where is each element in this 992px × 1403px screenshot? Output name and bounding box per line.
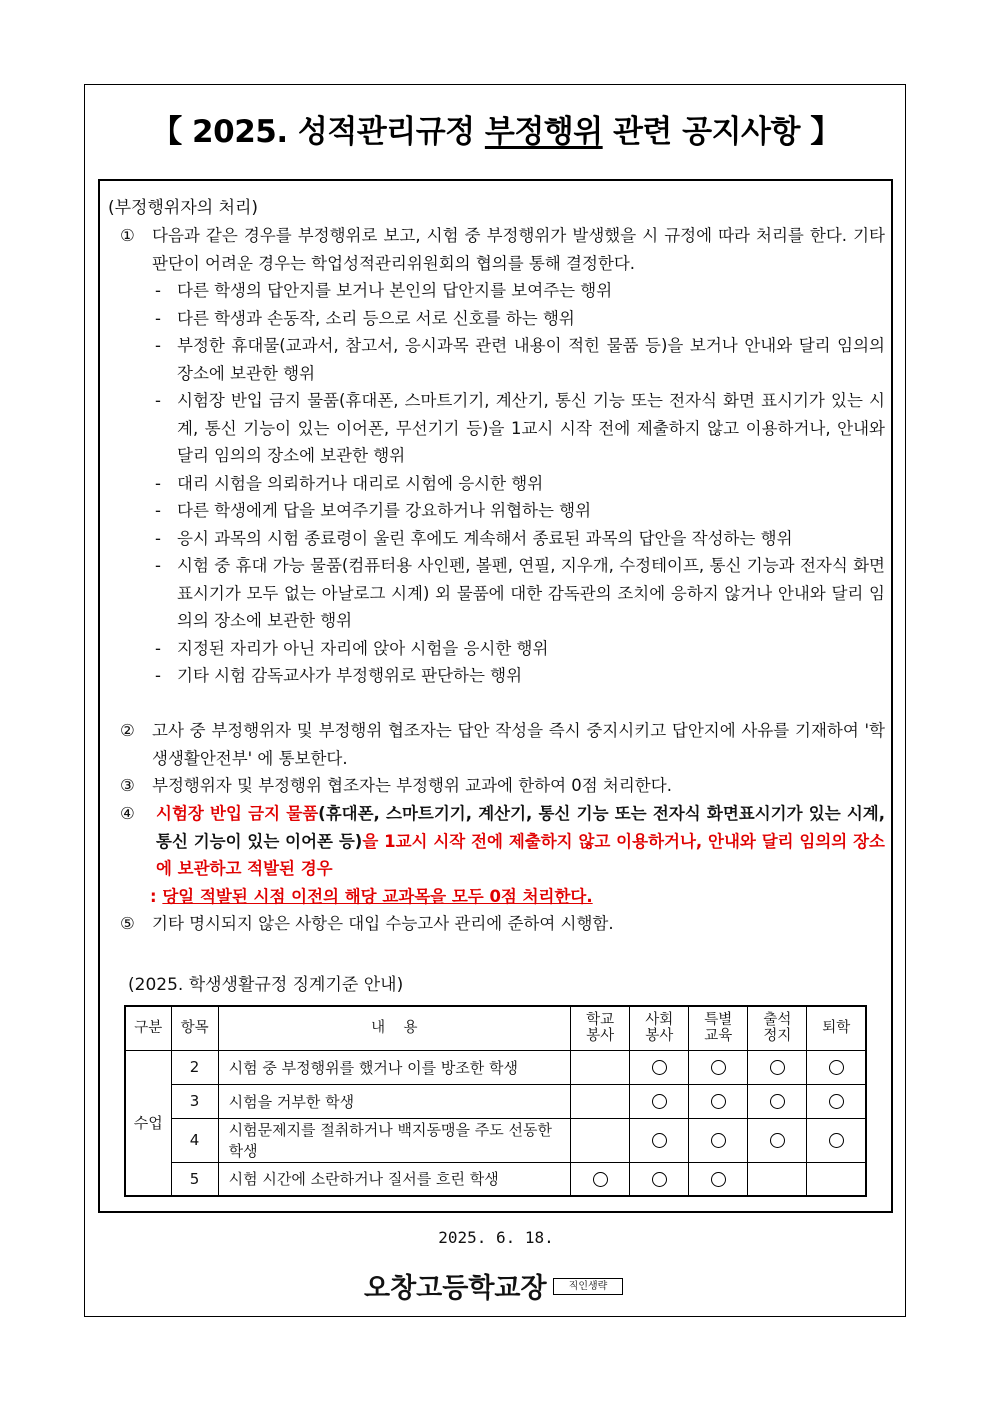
col-header: 퇴학 <box>807 1006 866 1050</box>
applicable-circle-mark <box>770 1094 785 1109</box>
applicable-circle-mark <box>829 1133 844 1148</box>
applicable-circle-mark <box>652 1133 667 1148</box>
applicable-circle-mark <box>770 1060 785 1075</box>
applicable-circle-mark <box>652 1060 667 1075</box>
applicable-circle-mark <box>711 1060 726 1075</box>
page-title: 【 2025. 성적관리규정 부정행위 관련 공지사항 】 <box>151 114 841 150</box>
list-item: - 다른 학생에게 답을 보여주기를 강요하거나 위협하는 행위 <box>155 501 592 520</box>
list-item: - 대리 시험을 의뢰하거나 대리로 시험에 응시한 행위 <box>155 473 544 493</box>
penalty-cell <box>807 1162 866 1196</box>
penalty-cell <box>571 1050 630 1084</box>
table-row <box>125 1118 866 1162</box>
penalty-cell <box>689 1050 748 1084</box>
school-name: 오창고등학교장 <box>364 1273 547 1304</box>
content-cell: 시험문제지를 절취하거나 백지동맹을 주도 선동한 학생 <box>218 1118 570 1162</box>
penalty-cell <box>689 1118 748 1162</box>
item-number-cell: 3 <box>171 1084 218 1118</box>
rule-item-4: ④ 시험장 반입 금지 물품(휴대폰, 스마트기기, 계산기, 통신 기능 또는 전자식 화면표시기가 있는 시계, 통신 기능이 있는 이어폰 등)을 1교시 시작 전에 제출하지 않고 이용하거나, 안내와 달리 임의의 장소에 보관하고 적발된 경우 : 당일 적발된 시점 이전의 해당 교과목을 모두 0점 처리한다. <box>120 804 886 906</box>
section-heading-discipline: (2025. 학생생활규정 징계기준 안내) <box>128 975 404 995</box>
penalty-cell <box>571 1162 630 1196</box>
penalty-cell <box>630 1050 689 1084</box>
item-number-cell: 2 <box>171 1050 218 1084</box>
col-header: 항목 <box>171 1006 218 1050</box>
applicable-circle-mark <box>829 1094 844 1109</box>
rule-item-3: ③ 부정행위자 및 부정행위 협조자는 부정행위 교과에 한하여 0점 처리한다. <box>120 776 672 795</box>
item-number-cell: 4 <box>171 1118 218 1162</box>
penalty-cell <box>571 1084 630 1118</box>
penalty-cell <box>630 1118 689 1162</box>
rule-item-5: ⑤ 기타 명시되지 않은 사항은 대입 수능고사 관리에 준하여 시행함. <box>120 914 614 933</box>
rule-item-1: ① 다음과 같은 경우를 부정행위로 보고, 시험 중 부정행위가 발생했을 시 규정에 따라 처리를 한다. 기타 판단이 어려운 경우는 학업성적관리위원회의 협의를 통해 결정한다. <box>120 226 885 273</box>
item-number-cell: 5 <box>171 1162 218 1196</box>
table-header-row <box>125 1006 866 1050</box>
col-header: 사회 봉사 <box>630 1006 689 1050</box>
penalty-cell <box>807 1118 866 1162</box>
list-item: - 시험 중 휴대 가능 물품(컴퓨터용 사인펜, 볼펜, 연필, 지우개, 수정테이프, 통신 기능과 전자식 화면표시기가 모두 없는 아날로그 시계) 외 물품에 대한 감독관의 조치에 응하지 않거나 안내와 달리 임의의 장소에 보관한 행위 <box>155 556 885 630</box>
col-header: 출석 정지 <box>748 1006 807 1050</box>
list-item: - 응시 과목의 시험 종료령이 울린 후에도 계속해서 종료된 과목의 답안을 작성하는 행위 <box>155 528 793 548</box>
list-item: - 시험장 반입 금지 물품(휴대폰, 스마트기기, 계산기, 통신 기능 또는 전자식 화면 표시기가 있는 시계, 통신 기능이 있는 이어폰, 무선기기 등)을 1교시 시작 전에 제출하지 않고 이용하거나, 안내와 달리 임의의 장소에 보관한 행위 <box>155 391 885 465</box>
conclusion-underlined: 당일 적발된 시점 이전의 해당 교과목을 모두 0점 처리한다. <box>162 886 593 906</box>
title-underlined: 부정행위 <box>484 114 603 150</box>
list-item: - 지정된 자리가 아닌 자리에 앉아 시험을 응시한 행위 <box>155 638 549 658</box>
applicable-circle-mark <box>770 1133 785 1148</box>
notice-date: 2025. 6. 18. <box>438 1228 554 1247</box>
list-item: - 부정한 휴대물(교과서, 참고서, 응시과목 관련 내용이 적힌 물품 등)을 보거나 안내와 달리 임의의 장소에 보관한 행위 <box>155 336 885 383</box>
applicable-circle-mark <box>711 1172 726 1187</box>
penalty-cell <box>748 1084 807 1118</box>
penalty-cell <box>748 1050 807 1084</box>
list-item: - 다른 학생과 손동작, 소리 등으로 서로 신호를 하는 행위 <box>155 308 575 328</box>
col-header: 구분 <box>125 1006 171 1050</box>
section-heading-cheating: (부정행위자의 처리) <box>108 198 259 218</box>
applicable-circle-mark <box>652 1094 667 1109</box>
rule-item-2: ② 고사 중 부정행위자 및 부정행위 협조자는 답안 작성을 즉시 중지시키고 답안지에 사유를 기재하여 '학생생활안전부' 에 통보한다. <box>120 721 885 768</box>
content-cell: 시험 중 부정행위를 했거나 이를 방조한 학생 <box>218 1050 570 1084</box>
penalty-cell <box>571 1118 630 1162</box>
penalty-cell <box>748 1162 807 1196</box>
cheating-bullet-list <box>155 277 885 690</box>
table-row <box>125 1084 866 1118</box>
col-header: 특별 교육 <box>689 1006 748 1050</box>
penalty-cell <box>630 1084 689 1118</box>
applicable-circle-mark <box>593 1172 608 1187</box>
seal-omitted-stamp: 직인생략 <box>553 1278 623 1295</box>
penalty-cell <box>807 1050 866 1084</box>
applicable-circle-mark <box>711 1133 726 1148</box>
content-cell: 시험을 거부한 학생 <box>218 1084 570 1118</box>
col-header: 내 용 <box>218 1006 570 1050</box>
applicable-circle-mark <box>711 1094 726 1109</box>
table-row <box>125 1050 866 1084</box>
list-item: - 기타 시험 감독교사가 부정행위로 판단하는 행위 <box>155 666 523 685</box>
category-cell: 수업 <box>125 1050 171 1196</box>
col-header: 학교 봉사 <box>571 1006 630 1050</box>
highlight-red: 시험장 반입 금지 물품 <box>156 804 319 823</box>
applicable-circle-mark <box>829 1060 844 1075</box>
list-item: - 다른 학생의 답안지를 보거나 본인의 답안지를 보여주는 행위 <box>155 281 613 300</box>
highlight-red: 을 1교시 시작 전에 제출하지 않고 이용하거나, 안내와 달리 임의의 장소에 보관하고 적발된 경우 <box>156 831 885 878</box>
penalty-cell <box>689 1084 748 1118</box>
penalty-cell <box>748 1118 807 1162</box>
penalty-cell <box>689 1162 748 1196</box>
applicable-circle-mark <box>652 1172 667 1187</box>
table-row <box>125 1162 866 1196</box>
penalty-cell <box>630 1162 689 1196</box>
content-cell: 시험 시간에 소란하거나 질서를 흐린 학생 <box>218 1162 570 1196</box>
discipline-table <box>124 1005 867 1197</box>
penalty-cell <box>807 1084 866 1118</box>
